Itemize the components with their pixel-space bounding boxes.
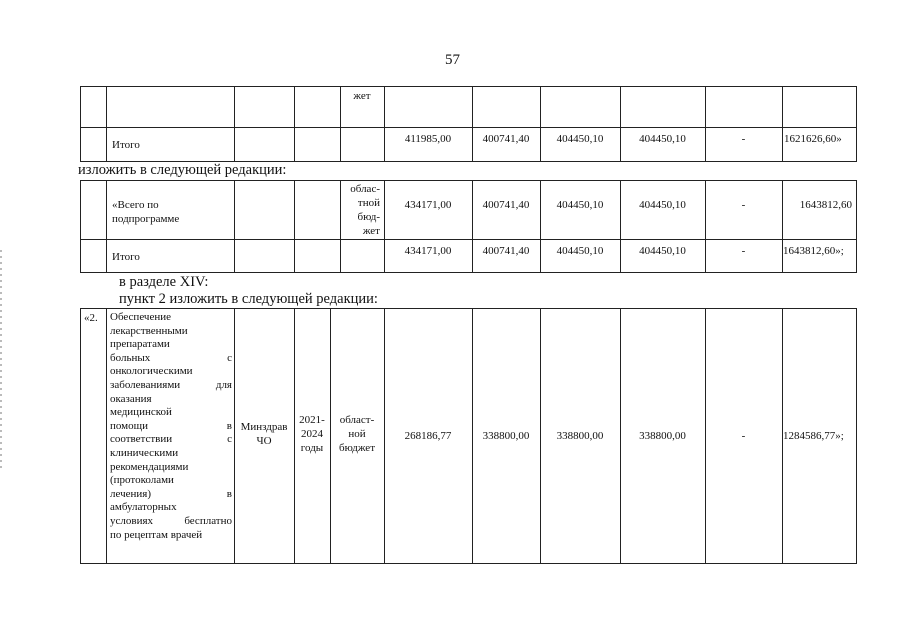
value-cell: 404450,10 xyxy=(639,133,686,145)
table-1-col-line xyxy=(620,86,621,162)
itogo-label: Итого xyxy=(112,139,140,151)
vsego-label-line: «Всего по xyxy=(112,199,159,211)
source-line: тной xyxy=(357,197,380,209)
source-cell xyxy=(330,413,384,455)
table-1-border-top xyxy=(80,86,857,87)
table-2-col-line xyxy=(106,180,107,273)
period-line: 2021- xyxy=(299,414,325,426)
desc-line xyxy=(110,352,232,366)
table-2-col-line xyxy=(234,180,235,273)
table-2-col-line xyxy=(782,180,783,273)
value-cell: 400741,40 xyxy=(482,133,530,145)
table-2-col-line xyxy=(705,180,706,273)
vsego-label-line: подпрограмме xyxy=(112,213,180,225)
table-2-col-line xyxy=(856,180,857,273)
value-cell: 400741,40 xyxy=(482,199,530,211)
scan-edge-mark xyxy=(0,250,2,470)
total-cell: 1621626,60» xyxy=(784,133,842,145)
table-2-col-line xyxy=(80,180,81,273)
paragraph-section: в разделе XIV: xyxy=(119,274,209,290)
desc-word: в xyxy=(226,419,232,432)
itogo-label: Итого xyxy=(112,251,140,263)
value-cell: 404450,10 xyxy=(639,245,686,257)
table-1-col-line xyxy=(234,86,235,162)
period-line: 2024 xyxy=(301,428,323,440)
table-3-border-top xyxy=(80,308,857,309)
source-cell xyxy=(340,182,380,238)
table-3-border-bottom xyxy=(80,563,857,564)
table-1-row-divider xyxy=(80,127,857,128)
table-1-col-line xyxy=(705,86,706,162)
item-number: «2. xyxy=(84,312,98,324)
table-1-col-line xyxy=(856,86,857,162)
value-cell: 338800,00 xyxy=(639,430,686,442)
total-cell: 1643812,60 xyxy=(799,199,852,211)
source-line: жет xyxy=(362,225,380,237)
desc-line: медицинской xyxy=(110,406,172,419)
period-cell xyxy=(294,413,330,455)
desc-line xyxy=(110,515,232,529)
value-cell: 404450,10 xyxy=(556,133,604,145)
desc-word: помощи xyxy=(110,419,148,432)
desc-line: лекарственными xyxy=(110,324,188,337)
executor-line: Минздрав xyxy=(240,421,288,433)
value-cell: 411985,00 xyxy=(404,133,452,145)
desc-line xyxy=(110,379,232,393)
desc-word: в xyxy=(226,487,232,500)
desc-line xyxy=(110,488,232,502)
table-1-col-line xyxy=(106,86,107,162)
value-cell: 338800,00 xyxy=(482,430,530,442)
source-line: облас- xyxy=(350,183,380,195)
table-1-col-line xyxy=(294,86,295,162)
vsego-label xyxy=(112,198,179,226)
table-2-row-divider xyxy=(80,239,857,240)
value-cell: 404450,10 xyxy=(639,199,686,211)
table-2-col-line xyxy=(620,180,621,273)
desc-word: для xyxy=(215,378,232,391)
source-line: област- xyxy=(339,414,375,426)
value-cell: 400741,40 xyxy=(482,245,530,257)
total-cell: 1643812,60»; xyxy=(783,245,844,257)
desc-word: бесплатно xyxy=(184,514,232,527)
item-description xyxy=(110,311,232,542)
value-cell: 338800,00 xyxy=(556,430,604,442)
table-2-col-line xyxy=(540,180,541,273)
executor-cell xyxy=(234,420,294,448)
executor-line: ЧО xyxy=(256,435,272,447)
value-cell: - xyxy=(741,430,746,442)
table-1-col-line xyxy=(472,86,473,162)
desc-line: по рецептам врачей xyxy=(110,528,203,541)
value-cell: - xyxy=(741,245,746,257)
value-cell: - xyxy=(741,133,746,145)
desc-word: соответствии xyxy=(110,433,173,446)
desc-line: оказания xyxy=(110,392,152,405)
value-cell: 404450,10 xyxy=(556,245,604,257)
desc-word: с xyxy=(227,433,232,446)
value-cell: 404450,10 xyxy=(556,199,604,211)
table-1-col-line xyxy=(80,86,81,162)
table-2-col-line xyxy=(472,180,473,273)
table-3-col-line xyxy=(80,308,81,564)
total-cell: 1284586,77»; xyxy=(783,430,844,442)
desc-line: Обеспечение xyxy=(110,311,171,323)
desc-line: (протоколами xyxy=(110,474,174,487)
desc-line: амбулаторных xyxy=(110,501,177,514)
table-3-col-line xyxy=(856,308,857,564)
page-number: 57 xyxy=(445,52,460,68)
desc-line xyxy=(110,433,232,447)
value-cell: 434171,00 xyxy=(404,245,452,257)
table-1-col-line xyxy=(384,86,385,162)
paragraph-edit-note: изложить в следующей редакции: xyxy=(78,162,287,178)
paragraph-edit-item: пункт 2 изложить в следующей редакции: xyxy=(119,291,378,307)
table-2-col-line xyxy=(384,180,385,273)
desc-line: рекомендациями xyxy=(110,460,189,473)
table-2-border-top xyxy=(80,180,857,181)
desc-word: заболеваниями xyxy=(110,378,181,391)
table-2-col-line xyxy=(294,180,295,273)
desc-word: условиях xyxy=(110,514,154,527)
desc-line: клиническими xyxy=(110,446,179,459)
value-cell: 268186,77 xyxy=(404,430,452,442)
table-2-border-bottom xyxy=(80,272,857,273)
desc-line: онкологическими xyxy=(110,365,193,378)
source-line: бюджет xyxy=(339,442,375,454)
source-cell-tail: жет xyxy=(353,90,371,102)
table-1-col-line xyxy=(540,86,541,162)
table-3-col-line xyxy=(106,308,107,564)
desc-word: с xyxy=(227,351,232,364)
source-line: ной xyxy=(348,428,366,440)
desc-line xyxy=(110,420,232,434)
desc-word: больных xyxy=(110,351,151,364)
desc-line: препаратами xyxy=(110,338,170,351)
source-line: бюд- xyxy=(357,211,380,223)
desc-word: лечения) xyxy=(110,487,152,500)
table-1-col-line xyxy=(782,86,783,162)
value-cell: - xyxy=(741,199,746,211)
value-cell: 434171,00 xyxy=(404,199,452,211)
period-line: годы xyxy=(300,442,324,454)
